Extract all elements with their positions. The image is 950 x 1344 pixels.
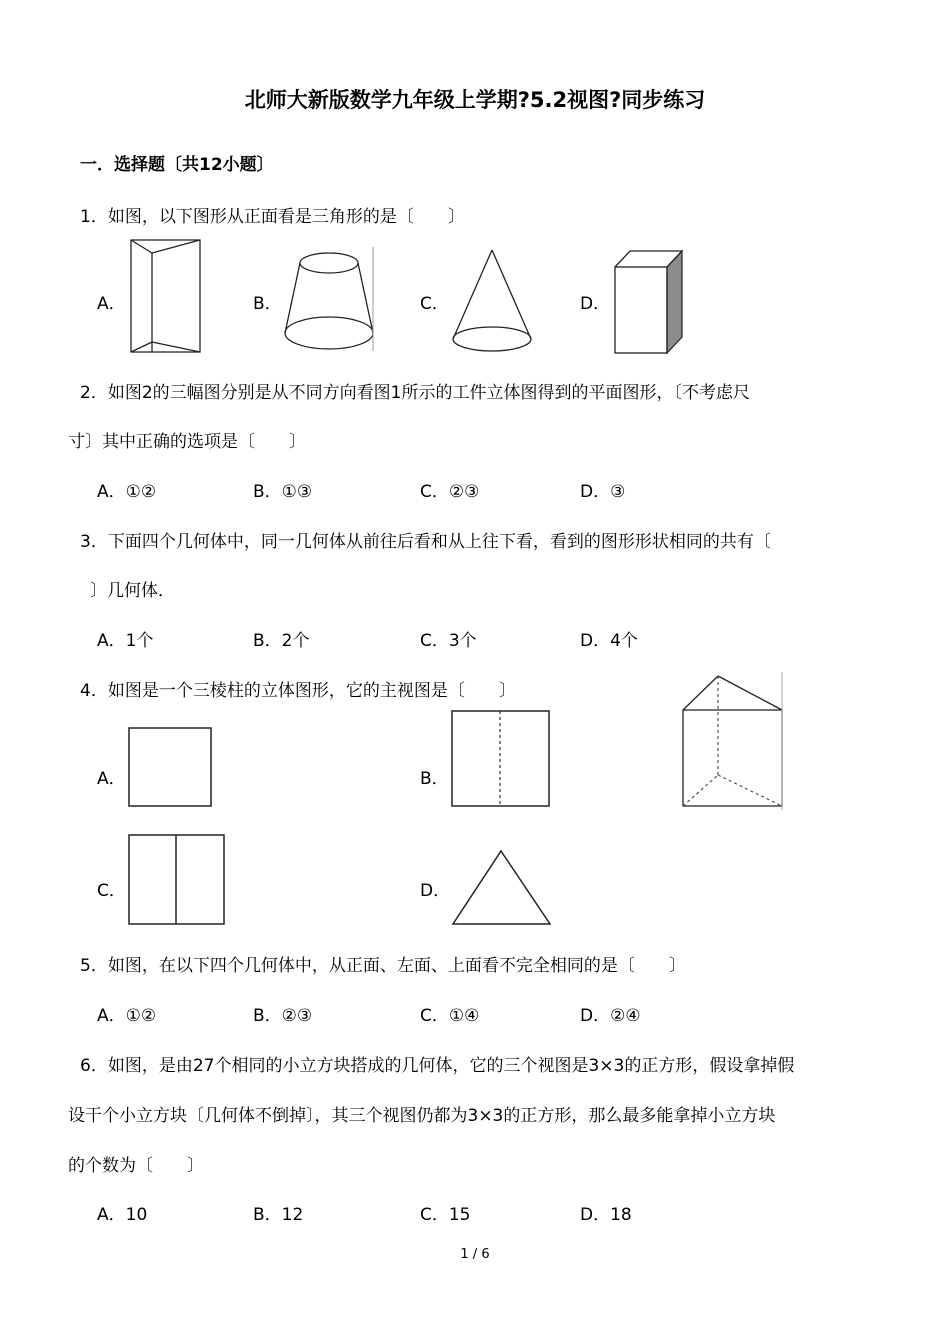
q5-option-a: A．①② [97, 1006, 157, 1026]
q3-option-c: C．3个 [420, 631, 477, 651]
question-1: 1．如图，以下图形从正面看是三角形的是〔 〕 [80, 207, 465, 227]
q6-option-d: D．18 [580, 1205, 632, 1225]
q1-prism-figure [125, 235, 205, 357]
q1-frustum-figure [280, 245, 376, 355]
question-3-line-2: 〕几何体． [90, 581, 175, 601]
q6-option-b: B．12 [253, 1205, 304, 1225]
q2-option-b: B．①③ [253, 482, 313, 502]
q4-prism-figure [678, 670, 788, 812]
q4-option-d: D． [420, 881, 451, 901]
page-number: 1 / 6 [460, 1247, 490, 1262]
q4-option-a: A． [97, 769, 126, 789]
q6-option-c: C．15 [420, 1205, 471, 1225]
q1-option-c: C． [420, 294, 449, 314]
question-3-line-1: 3．下面四个几何体中，同一几何体从前往后看和从上往下看，看到的图形形状相同的共有〔 [80, 532, 771, 552]
question-2-line-1: 2．如图2的三幅图分别是从不同方向看图1所示的工件立体图得到的平面图形，〔不考虑尺 [80, 383, 750, 403]
q5-option-d: D．②④ [580, 1006, 641, 1026]
q3-option-b: B．2个 [253, 631, 310, 651]
q4-option-b-rect-dashed [451, 710, 551, 809]
q5-option-b: B．②③ [253, 1006, 313, 1026]
q4-option-c: C． [97, 881, 126, 901]
q1-option-d: D． [580, 294, 611, 314]
q6-option-a: A．10 [97, 1205, 148, 1225]
q4-option-c-rect-solid [128, 834, 226, 927]
q1-cuboid-figure [610, 245, 692, 357]
q3-option-a: A．1个 [97, 631, 154, 651]
section-heading: 一．选择题〔共12小题〕 [80, 155, 274, 175]
q1-option-a: A． [97, 294, 126, 314]
q3-option-d: D．4个 [580, 631, 638, 651]
question-6-line-1: 6．如图，是由27个相同的小立方块搭成的几何体，它的三个视图是3×3的正方形，假设拿掉假 [80, 1056, 795, 1076]
q4-option-b: B． [420, 769, 449, 789]
question-6-line-3: 的个数为〔 〕 [68, 1156, 204, 1176]
question-6-line-2: 设干个小立方块〔几何体不倒掉〕，其三个视图仍都为3×3的正方形，那么最多能拿掉小立方块 [68, 1106, 776, 1126]
question-2-line-2: 寸〕其中正确的选项是〔 〕 [68, 432, 306, 452]
q4-option-a-square [128, 727, 214, 809]
q2-option-c: C．②③ [420, 482, 480, 502]
page-title: 北师大新版数学九年级上学期?5.2视图?同步练习 [244, 88, 706, 112]
q1-option-b: B． [253, 294, 282, 314]
question-4: 4．如图是一个三棱柱的立体图形，它的主视图是〔 〕 [80, 681, 516, 701]
question-5: 5．如图，在以下四个几何体中，从正面、左面、上面看不完全相同的是〔 〕 [80, 956, 686, 976]
q2-option-d: D．③ [580, 482, 626, 502]
q4-option-d-triangle [451, 848, 553, 928]
q2-option-a: A．①② [97, 482, 157, 502]
q5-option-c: C．①④ [420, 1006, 480, 1026]
q1-cone-figure [448, 245, 538, 355]
